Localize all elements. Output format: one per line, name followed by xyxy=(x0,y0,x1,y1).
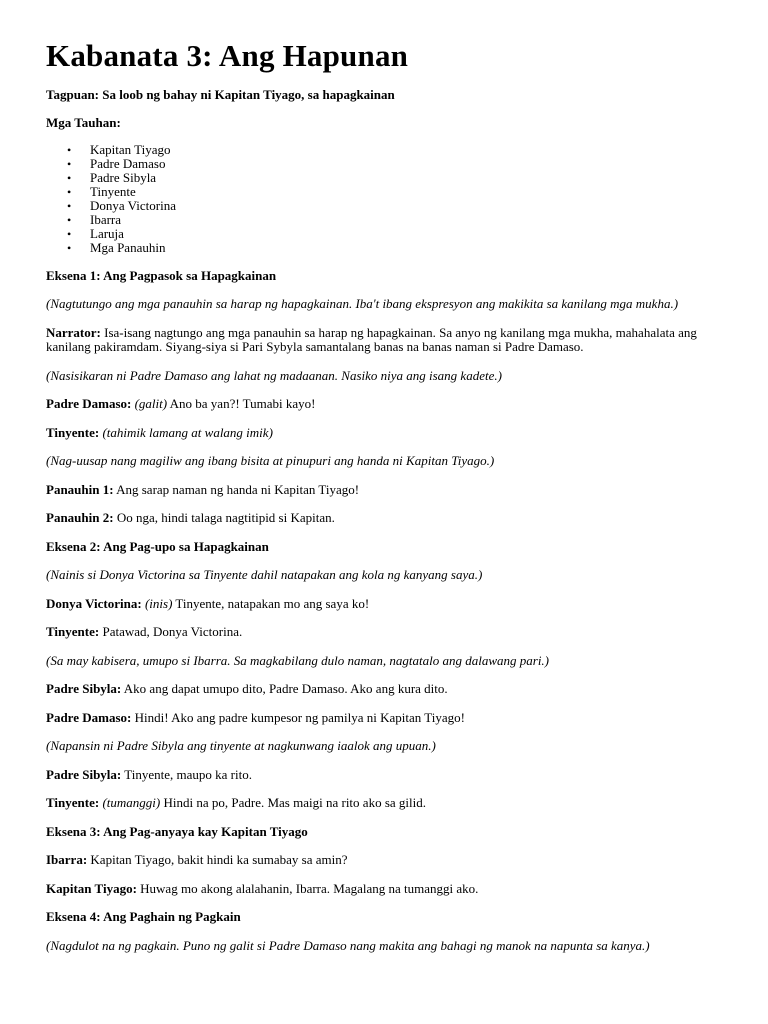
character-item: • Padre Sibyla xyxy=(46,171,718,185)
character-item: • Padre Damaso xyxy=(46,157,718,171)
character-item: • Tinyente xyxy=(46,185,718,199)
character-item: • Mga Panauhin xyxy=(46,241,718,255)
setting-text: Sa loob ng bahay ni Kapitan Tiyago, sa hapagkainan xyxy=(102,86,395,102)
dialogue-text: Tinyente, maupo ka rito. xyxy=(124,766,252,782)
dialogue-line xyxy=(46,326,718,355)
speaker-name: Tinyente: xyxy=(46,795,100,811)
dialogue-text: Ako ang dapat umupo dito, Padre Damaso. Ako ang kura dito. xyxy=(123,681,448,697)
dialogue-text: Ang sarap naman ng handa ni Kapitan Tiyago! xyxy=(116,481,360,497)
speaker-name: Ibarra: xyxy=(46,852,88,868)
tone-direction: (tumanggi) xyxy=(102,795,161,811)
dialogue-line xyxy=(46,711,718,726)
stage-direction: (Nag-uusap nang magiliw ang ibang bisita at pinupuri ang handa ni Kapitan Tiyago.) xyxy=(46,453,495,469)
character-item: • Ibarra xyxy=(46,213,718,227)
speaker-name: Tinyente: xyxy=(46,624,100,640)
stage-direction: (Napansin ni Padre Sibyla ang tinyente at nagkunwang iaalok ang upuan.) xyxy=(46,738,436,754)
stage-direction: (Sa may kabisera, umupo si Ibarra. Sa magkabilang dulo naman, nagtatalo ang dalawang pari.) xyxy=(46,652,550,668)
character-item: • Laruja xyxy=(46,227,718,241)
stage-direction: (Nainis si Donya Victorina sa Tinyente dahil natapakan ang kola ng kanyang saya.) xyxy=(46,567,483,583)
setting-paragraph xyxy=(46,88,718,103)
setting-label: Tagpuan: xyxy=(46,86,99,102)
scene-heading: Eksena 2: Ang Pag-upo sa Hapagkainan xyxy=(46,538,269,554)
speaker-name: Panauhin 1: xyxy=(46,481,114,497)
scene-heading: Eksena 1: Ang Pagpasok sa Hapagkainan xyxy=(46,267,277,283)
dialogue-text: Patawad, Donya Victorina. xyxy=(102,624,243,640)
speaker-name: Narrator: xyxy=(46,324,101,340)
dialogue-line xyxy=(46,796,718,811)
dialogue-text: Ano ba yan?! Tumabi kayo! xyxy=(169,396,316,412)
dialogue-line xyxy=(46,882,718,897)
tone-direction: (inis) xyxy=(144,595,173,611)
dialogue-line xyxy=(46,768,718,783)
speaker-name: Tinyente: xyxy=(46,424,100,440)
scene-heading: Eksena 4: Ang Paghain ng Pagkain xyxy=(46,909,241,925)
dialogue-line xyxy=(46,597,718,612)
dialogue-text: Isa-isang nagtungo ang mga panauhin sa harap ng hapagkainan. Sa anyo ng kanilang mga mukha, mahahalata ang kanilang pakiramdam. Siyang-siya si Pari Sybyla samantalang banas na banas naman si Padre Damaso. xyxy=(46,324,697,355)
dialogue-text: Huwag mo akong alalahanin, Ibarra. Magalang na tumanggi ako. xyxy=(140,880,479,896)
stage-direction: (Nagdulot na ng pagkain. Puno ng galit si Padre Damaso nang makita ang bahagi ng manok na napunta sa kanya.) xyxy=(46,937,650,953)
scene-heading: Eksena 3: Ang Pag-anyaya kay Kapitan Tiyago xyxy=(46,823,308,839)
dialogue-line xyxy=(46,483,718,498)
speaker-name: Padre Damaso: xyxy=(46,396,132,412)
speaker-name: Donya Victorina: xyxy=(46,595,142,611)
characters-label: Mga Tauhan: xyxy=(46,115,121,131)
tone-direction: (tahimik lamang at walang imik) xyxy=(102,424,273,440)
tone-direction: (galit) xyxy=(134,396,168,412)
characters-list xyxy=(46,143,718,255)
page-title: Kabanata 3: Ang Hapunan xyxy=(46,38,409,73)
dialogue-line xyxy=(46,397,718,412)
speaker-name: Kapitan Tiyago: xyxy=(46,880,137,896)
speaker-name: Padre Sibyla: xyxy=(46,766,122,782)
dialogue-line xyxy=(46,853,718,868)
dialogue-line xyxy=(46,426,718,441)
dialogue-text: Tinyente, natapakan mo ang saya ko! xyxy=(175,595,370,611)
stage-direction: (Nasisikaran ni Padre Damaso ang lahat ng madaanan. Nasiko niya ang isang kadete.) xyxy=(46,367,502,383)
speaker-name: Padre Sibyla: xyxy=(46,681,122,697)
dialogue-line xyxy=(46,625,718,640)
speaker-name: Padre Damaso: xyxy=(46,709,132,725)
dialogue-line xyxy=(46,682,718,697)
character-item: • Donya Victorina xyxy=(46,199,718,213)
speaker-name: Panauhin 2: xyxy=(46,510,114,526)
dialogue-text: Kapitan Tiyago, bakit hindi ka sumabay sa amin? xyxy=(90,852,348,868)
character-item: • Kapitan Tiyago xyxy=(46,143,718,157)
dialogue-line xyxy=(46,511,718,526)
stage-direction: (Nagtutungo ang mga panauhin sa harap ng hapagkainan. Iba't ibang ekspresyon ang makikita sa kanilang mga mukha.) xyxy=(46,296,679,312)
dialogue-text: Hindi na po, Padre. Mas maigi na rito ako sa gilid. xyxy=(163,795,426,811)
dialogue-text: Hindi! Ako ang padre kumpesor ng pamilya ni Kapitan Tiyago! xyxy=(134,709,465,725)
dialogue-text: Oo nga, hindi talaga nagtitipid si Kapitan. xyxy=(116,510,335,526)
